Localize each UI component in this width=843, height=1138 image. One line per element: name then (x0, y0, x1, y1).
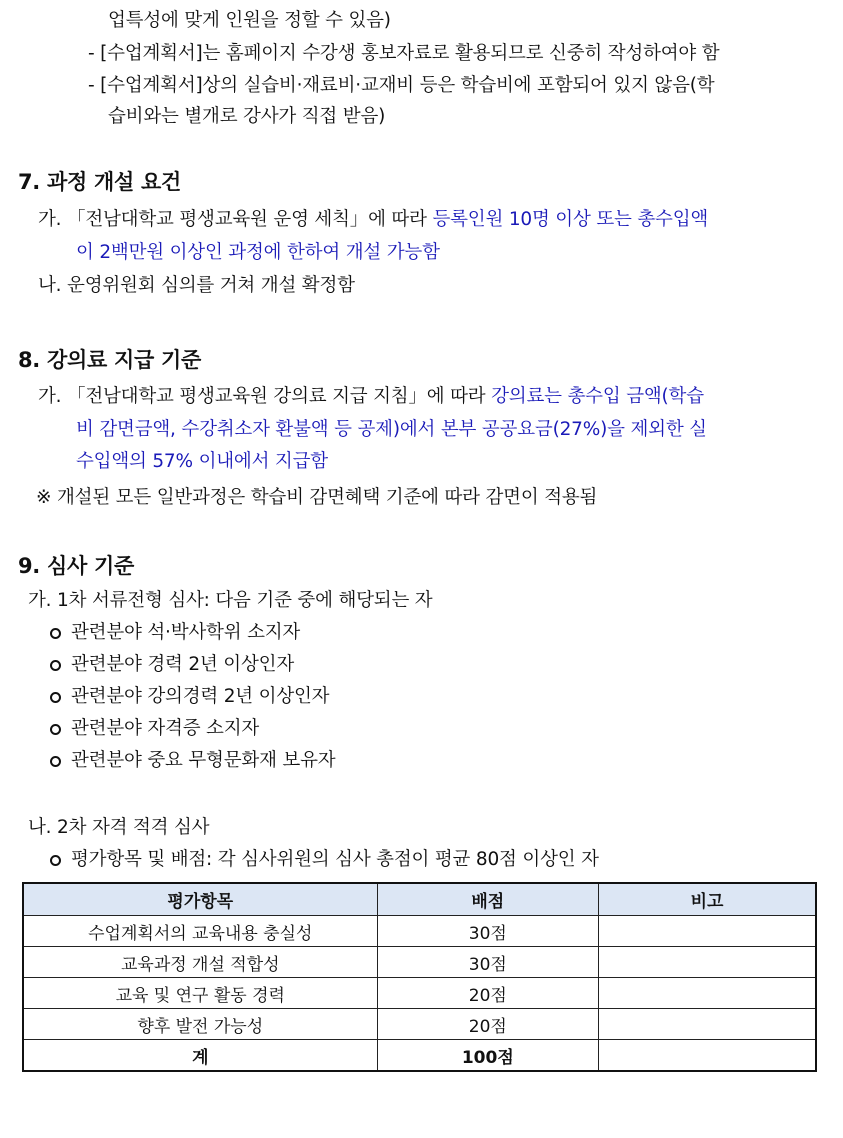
criteria-text: 관련분야 석·박사학위 소지자 (71, 622, 301, 643)
intro-line: 업특성에 맞게 인원을 정할 수 있음) (108, 10, 391, 31)
section7-item-ga (38, 205, 708, 231)
criteria-item (50, 650, 294, 676)
first-round-label: 가. 1차 서류전형 심사: 다음 기준 중에 해당되는 자 (28, 590, 433, 611)
table-cell: 30점 (377, 947, 598, 978)
table-row (23, 916, 816, 947)
header-cell: 배점 (377, 883, 598, 916)
circle-bullet-icon (50, 628, 61, 639)
section-heading: 8. 강의료 지급 기준 (18, 348, 201, 372)
table-cell: 20점 (377, 1009, 598, 1040)
table-cell: 향후 발전 가능성 (23, 1009, 377, 1040)
second-round-label: 나. 2차 자격 적격 심사 (28, 817, 210, 838)
intro-bullet: - [수업계획서]는 홈페이지 수강생 홍보자료로 활용되므로 신중히 작성하여야 함 (88, 43, 720, 64)
note-text: ※ 개설된 모든 일반과정은 학습비 감면혜택 기준에 따라 감면이 적용됨 (36, 487, 598, 508)
circle-bullet-icon (50, 660, 61, 671)
header-cell: 평가항목 (23, 883, 377, 916)
circle-bullet-icon (50, 724, 61, 735)
circle-bullet-icon (50, 692, 61, 703)
table-cell: 수업계획서의 교육내용 충실성 (23, 916, 377, 947)
intro-bullet: - [수업계획서]상의 실습비·재료비·교재비 등은 학습비에 포함되어 있지 않음(학 (88, 75, 715, 96)
table-row (23, 978, 816, 1009)
item-text: 가. 「전남대학교 평생교육원 강의료 지급 지침」에 따라 (38, 386, 492, 407)
table-row (23, 947, 816, 978)
item-text: 가. 「전남대학교 평생교육원 운영 세칙」에 따라 (38, 209, 433, 230)
total-label: 계 (23, 1040, 377, 1072)
scoring-note (50, 845, 599, 871)
section-heading: 9. 심사 기준 (18, 554, 134, 578)
table-cell: 교육 및 연구 활동 경력 (23, 978, 377, 1009)
circle-bullet-icon (50, 855, 61, 866)
total-value: 100점 (377, 1040, 598, 1072)
highlight-text: 이 2백만원 이상인 과정에 한하여 개설 가능함 (76, 242, 440, 263)
table-cell (599, 1009, 816, 1040)
scoring-table (22, 882, 817, 1072)
highlight-text: 수입액의 57% 이내에서 지급함 (76, 451, 328, 472)
table-header-row (23, 883, 816, 916)
criteria-text: 관련분야 경력 2년 이상인자 (71, 654, 294, 675)
criteria-item (50, 714, 259, 740)
table-row (23, 1009, 816, 1040)
highlight-text: 강의료는 총수입 금액(학습 (491, 386, 704, 407)
table-cell: 30점 (377, 916, 598, 947)
table-total-row (23, 1040, 816, 1072)
criteria-text: 관련분야 자격증 소지자 (71, 718, 260, 739)
total-note (599, 1040, 816, 1072)
criteria-item (50, 618, 300, 644)
scoring-note-text: 평가항목 및 배점: 각 심사위원의 심사 총점이 평균 80점 이상인 자 (71, 849, 599, 870)
highlight-text: 등록인원 10명 이상 또는 총수입액 (432, 209, 709, 230)
criteria-text: 관련분야 중요 무형문화재 보유자 (71, 750, 336, 771)
criteria-item (50, 682, 329, 708)
table-cell (599, 947, 816, 978)
highlight-text: 비 감면금액, 수강취소자 환불액 등 공제)에서 본부 공공요금(27%)을 제외한 실 (76, 419, 707, 440)
section-heading: 7. 과정 개설 요건 (18, 170, 181, 194)
table-cell: 20점 (377, 978, 598, 1009)
section8-item-ga (38, 382, 704, 408)
table-cell: 교육과정 개설 적합성 (23, 947, 377, 978)
circle-bullet-icon (50, 756, 61, 767)
table-cell (599, 978, 816, 1009)
table-cell (599, 916, 816, 947)
criteria-item (50, 746, 335, 772)
criteria-text: 관련분야 강의경력 2년 이상인자 (71, 686, 330, 707)
intro-bullet-continuation: 습비와는 별개로 강사가 직접 받음) (108, 106, 386, 127)
section7-item-na: 나. 운영위원회 심의를 거쳐 개설 확정함 (38, 275, 355, 296)
header-cell: 비고 (599, 883, 816, 916)
